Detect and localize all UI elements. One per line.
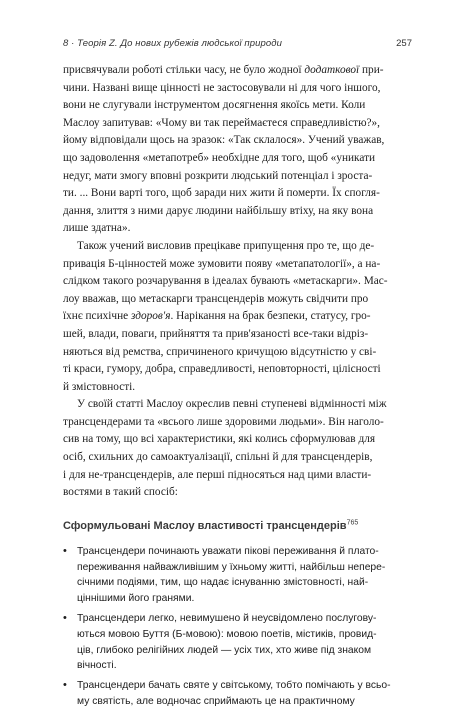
bullet-line: Трансцендери легко, невимушено й неусвідомлено послугову- — [77, 613, 377, 625]
bullet-line: ються мовою Буття (Б-мовою): мовою поетів, містиків, провид- — [77, 628, 377, 640]
text-run: У своїй статті Маслоу окреслив певні ступеневі відмінності між — [77, 398, 387, 411]
text-run: вони не слугували інструментом досягнення якоїсь мети. Коли — [63, 99, 366, 112]
text-run: присвячували роботі стільки часу, не було жодної — [63, 64, 305, 76]
footnote-marker: 765 — [346, 519, 359, 527]
text-run: трансцендерами та «всього лише здоровими людьми». Він наголо- — [63, 415, 384, 428]
bullet-line: січними подіями, тим, що надає існуванню змістовності, най- — [77, 577, 369, 589]
bullet-marker: • — [63, 612, 67, 625]
bullet-line: переживання найважливішим у їхньому житті, найбільш непере- — [77, 561, 386, 573]
text-run: що задоволення «метапотреб» необхідне для того, щоб «уникати — [63, 151, 376, 164]
text-run: й змістовності. — [63, 380, 136, 393]
page-content — [63, 62, 413, 714]
text-run: . Нарікання на брак безпеки, статусу, гро- — [170, 310, 371, 323]
bullet-marker: • — [63, 679, 67, 692]
bullet-line: ціннішими його гранями. — [77, 593, 195, 605]
bullet-line: Трансцендери бачать святе у світському, тобто помічають у всьо- — [77, 680, 391, 692]
chapter-title: 8 · Теорія Z. До нових рубежів людської природи — [63, 38, 283, 49]
bullet-line: ців, глибоко релігійних людей — усіх тих, хто живе під знаком — [77, 644, 372, 656]
paragraph — [63, 396, 413, 502]
running-header — [63, 38, 412, 49]
bullet-list — [63, 544, 413, 710]
text-run: ті краси, гумору, добра, справедливості, неповторності, цілісності — [63, 363, 381, 376]
text-run: привація Б-цінностей може зумовити появу «метапатології», а на- — [63, 257, 381, 270]
text-run: осіб, схильних до самоактуалізації, спільні й для трансцендерів, — [63, 451, 373, 464]
bullet-item — [63, 678, 413, 710]
text-run: слідком такого розчарування в ідеалах бувають «метаскарги». Мас- — [63, 275, 388, 288]
text-run: ти. ... Вони варті того, щоб заради них жити й померти. Їх спогля- — [63, 187, 380, 200]
bullet-marker: • — [63, 544, 67, 557]
bullet-item — [63, 611, 413, 674]
section-heading-text: Сформульовані Маслоу властивості трансцендерів — [63, 519, 347, 532]
text-run: востями в такий спосіб: — [63, 486, 178, 499]
text-run: їхнє психічне — [63, 310, 131, 323]
section-heading — [63, 518, 413, 534]
text-run: йому відповідали щось на зразок: «Так склалося». Учений уважав, — [63, 134, 385, 147]
text-run: лоу вважав, що метаскарги трансцендерів можуть свідчити про — [63, 292, 369, 305]
text-run: дання, злиття з ними дарує людини найбільшу втіху, на яку вона — [63, 204, 374, 217]
page-number: 257 — [396, 38, 412, 49]
paragraph — [63, 238, 413, 396]
text-run: недуг, мати змогу вповні розкрити людський потенціал і зроста- — [63, 169, 373, 182]
text-run: Маслоу запитував: «Чому ви так переймаєтеся справедливістю?», — [63, 116, 381, 129]
bullet-line: Трансцендери починають уважати пікові переживання й плато- — [77, 545, 379, 557]
text-run: чини. Названі вище цінності не застосовували ні для чого іншого, — [63, 81, 381, 94]
text-run: шей, влади, поваги, прийняття та прив'язаності все-таки відріз- — [63, 327, 369, 340]
text-run: Також учений висловив прецікаве припущення про те, що де- — [77, 239, 375, 252]
emphasized-text: додаткової — [304, 64, 360, 76]
text-run: лише здатна». — [63, 222, 131, 235]
text-run: і для не-трансцендерів, але перші підносяться над цими власти- — [63, 468, 372, 481]
emphasized-text: здоров'я — [130, 310, 171, 323]
text-run: няються від ремства, спричиненого кричущою відсутністю у сві- — [63, 345, 377, 358]
bullet-item — [63, 544, 413, 607]
paragraph — [63, 62, 413, 238]
bullet-line: вічності. — [77, 660, 117, 672]
bullet-line: му святість, але водночас сприймають це на практичному — [77, 696, 355, 708]
text-run: при- — [359, 64, 384, 76]
text-run: сив на тому, що всі характеристики, які колись сформулював для — [63, 433, 376, 446]
